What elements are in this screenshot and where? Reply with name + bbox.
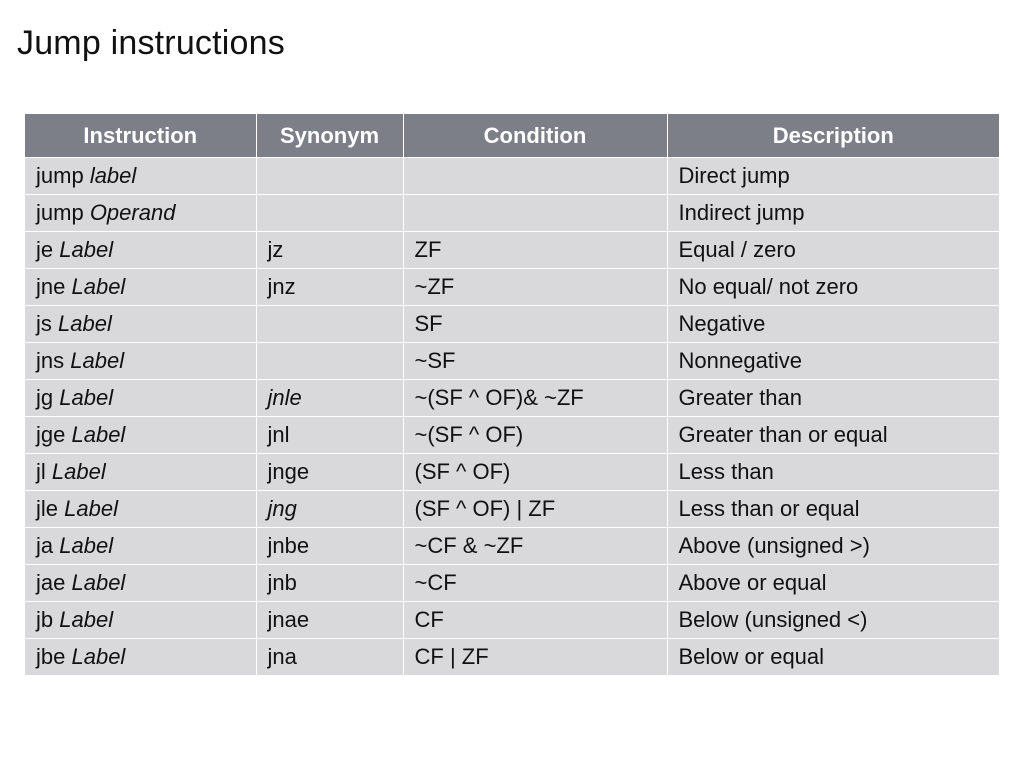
cell-condition: ~ZF <box>403 269 667 306</box>
cell-synonym: jnge <box>256 454 403 491</box>
header-description: Description <box>667 114 999 158</box>
cell-condition: ~CF & ~ZF <box>403 528 667 565</box>
instruction-operand: Label <box>70 348 125 373</box>
table-row <box>25 454 999 491</box>
table-row <box>25 380 999 417</box>
instruction-operand: Operand <box>89 200 176 225</box>
cell-instruction <box>25 343 256 380</box>
instruction-operand: Label <box>71 644 126 669</box>
table-row <box>25 158 999 195</box>
cell-synonym: jnle <box>256 380 403 417</box>
cell-condition: CF | ZF <box>403 639 667 676</box>
cell-description: Below (unsigned <) <box>667 602 999 639</box>
cell-description: Indirect jump <box>667 195 999 232</box>
cell-instruction <box>25 565 256 602</box>
cell-description: Nonnegative <box>667 343 999 380</box>
cell-condition <box>403 195 667 232</box>
instruction-mnemonic: jump <box>36 200 84 225</box>
instruction-operand: Label <box>59 533 114 558</box>
cell-condition: ~CF <box>403 565 667 602</box>
cell-condition <box>403 158 667 195</box>
instruction-operand: Label <box>59 237 114 262</box>
table-row <box>25 195 999 232</box>
instruction-operand: Label <box>59 607 114 632</box>
table-row <box>25 565 999 602</box>
cell-condition: ~(SF ^ OF)& ~ZF <box>403 380 667 417</box>
cell-synonym: jna <box>256 639 403 676</box>
cell-condition: ~(SF ^ OF) <box>403 417 667 454</box>
instruction-operand: label <box>89 163 137 188</box>
jump-instructions-table <box>25 114 999 675</box>
table-row <box>25 306 999 343</box>
instruction-mnemonic: jge <box>36 422 66 447</box>
instruction-operand: Label <box>71 570 126 595</box>
instruction-mnemonic: jns <box>36 348 65 373</box>
table-row <box>25 343 999 380</box>
cell-synonym: jnbe <box>256 528 403 565</box>
table-row <box>25 417 999 454</box>
instruction-operand: Label <box>71 422 126 447</box>
cell-synonym <box>256 306 403 343</box>
instruction-mnemonic: jae <box>36 570 66 595</box>
instruction-mnemonic: jbe <box>36 644 66 669</box>
table-row <box>25 491 999 528</box>
cell-synonym: jz <box>256 232 403 269</box>
cell-description: Less than <box>667 454 999 491</box>
table-row <box>25 528 999 565</box>
instruction-operand: Label <box>51 459 106 484</box>
table-body <box>25 158 999 676</box>
cell-synonym <box>256 158 403 195</box>
instruction-mnemonic: jne <box>36 274 66 299</box>
instruction-mnemonic: js <box>36 311 52 336</box>
table-header-row <box>25 114 999 158</box>
cell-description: Above or equal <box>667 565 999 602</box>
cell-instruction <box>25 454 256 491</box>
instruction-mnemonic: jg <box>36 385 54 410</box>
table-row <box>25 639 999 676</box>
cell-instruction <box>25 602 256 639</box>
cell-synonym <box>256 343 403 380</box>
cell-instruction <box>25 380 256 417</box>
instruction-mnemonic: ja <box>36 533 54 558</box>
cell-instruction <box>25 528 256 565</box>
cell-description: Negative <box>667 306 999 343</box>
instruction-mnemonic: jl <box>36 459 46 484</box>
header-instruction: Instruction <box>25 114 256 158</box>
instruction-mnemonic: jump <box>36 163 84 188</box>
cell-description: Greater than <box>667 380 999 417</box>
cell-condition: (SF ^ OF) <box>403 454 667 491</box>
instruction-operand: Label <box>64 496 118 521</box>
cell-description: Equal / zero <box>667 232 999 269</box>
cell-synonym <box>256 195 403 232</box>
cell-instruction <box>25 306 256 343</box>
cell-instruction <box>25 232 256 269</box>
cell-description: Above (unsigned >) <box>667 528 999 565</box>
header-synonym: Synonym <box>256 114 403 158</box>
cell-condition: SF <box>403 306 667 343</box>
instruction-operand: Label <box>71 274 126 299</box>
cell-synonym: jng <box>256 491 403 528</box>
cell-description: Direct jump <box>667 158 999 195</box>
cell-description: Less than or equal <box>667 491 999 528</box>
cell-description: Greater than or equal <box>667 417 999 454</box>
instruction-mnemonic: je <box>36 237 54 262</box>
cell-synonym: jnz <box>256 269 403 306</box>
instruction-operand: Label <box>58 311 112 336</box>
cell-description: No equal/ not zero <box>667 269 999 306</box>
cell-condition: ~SF <box>403 343 667 380</box>
cell-description: Below or equal <box>667 639 999 676</box>
instruction-mnemonic: jle <box>36 496 59 521</box>
cell-condition: (SF ^ OF) | ZF <box>403 491 667 528</box>
instruction-mnemonic: jb <box>36 607 54 632</box>
header-condition: Condition <box>403 114 667 158</box>
table-row <box>25 269 999 306</box>
table-row <box>25 602 999 639</box>
cell-condition: CF <box>403 602 667 639</box>
cell-synonym: jnae <box>256 602 403 639</box>
cell-instruction <box>25 195 256 232</box>
slide-title: Jump instructions <box>17 24 285 62</box>
cell-instruction <box>25 158 256 195</box>
cell-condition: ZF <box>403 232 667 269</box>
table-row <box>25 232 999 269</box>
cell-synonym: jnl <box>256 417 403 454</box>
instruction-operand: Label <box>59 385 114 410</box>
cell-instruction <box>25 491 256 528</box>
cell-instruction <box>25 269 256 306</box>
cell-instruction <box>25 417 256 454</box>
cell-instruction <box>25 639 256 676</box>
cell-synonym: jnb <box>256 565 403 602</box>
